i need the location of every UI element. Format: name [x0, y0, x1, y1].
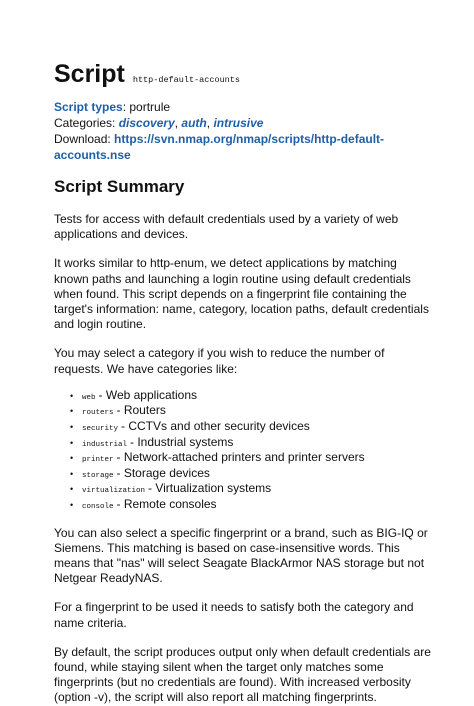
category-desc: - Storage devices	[116, 465, 210, 480]
category-code: virtualization	[82, 487, 146, 496]
list-item	[70, 451, 434, 467]
category-desc: - CCTVs and other security devices	[121, 419, 310, 434]
category-code: console	[82, 502, 114, 511]
script-types-link[interactable]: Script types	[54, 100, 123, 114]
download-link[interactable]: https://svn.nmap.org/nmap/scripts/http-default-accounts.nse	[54, 132, 385, 162]
summary-heading: Script Summary	[54, 177, 185, 196]
category-link-auth[interactable]: auth	[181, 116, 207, 130]
category-link-intrusive[interactable]: intrusive	[213, 116, 264, 130]
summary-paragraph-4: You can also select a specific fingerprint or a brand, such as BIG-IQ or Siemens. This matching is based on case-insensitive words. This means that "nas" will select Seagate BlackArmor NAS storage but not Netgear ReadyNAS.	[54, 525, 428, 586]
bullet-icon: •	[70, 468, 74, 479]
category-code: web	[82, 393, 96, 402]
summary-paragraph-6: By default, the script produces output only when default credentials are found, while staying silent when the target only matches some fingerprints (but no credentials are found). With increased verbosity (option -v), the script will also report all matching fingerprints.	[54, 644, 431, 705]
list-item	[70, 467, 434, 483]
list-item	[70, 389, 434, 405]
summary-paragraph-1: Tests for access with default credentials used by a variety of web applications and devices.	[54, 212, 399, 242]
bullet-icon: •	[70, 390, 74, 401]
list-item	[70, 404, 434, 420]
summary-paragraph-5: For a fingerprint to be used it needs to satisfy both the category and name criteria.	[54, 600, 414, 630]
bullet-icon: •	[70, 406, 74, 417]
categories-label: Categories:	[54, 116, 119, 130]
category-list	[54, 389, 434, 514]
list-item	[70, 420, 434, 436]
category-code: printer	[82, 456, 114, 465]
category-desc: - Routers	[116, 403, 166, 418]
summary-paragraph-2: It works similar to http-enum, we detect applications by matching known paths and launching a login routine using default credentials when found. This script depends on a fingerprint file containing the target's information: name, category, location paths, default credentials and login routine.	[54, 256, 429, 332]
list-item	[70, 436, 434, 452]
categories-line: Categories: discovery, auth, intrusive	[54, 116, 264, 130]
list-item	[70, 498, 434, 514]
bullet-icon: •	[70, 437, 74, 448]
list-item	[70, 482, 434, 498]
category-code: storage	[82, 471, 114, 480]
bullet-icon: •	[70, 484, 74, 495]
category-link-discovery[interactable]: discovery	[118, 116, 175, 130]
category-desc: - Remote consoles	[116, 496, 217, 511]
script-types-line	[54, 99, 434, 115]
category-desc: - Virtualization systems	[148, 481, 272, 496]
title-row	[54, 60, 434, 89]
bullet-icon: •	[70, 499, 74, 510]
download-label: Download:	[54, 132, 115, 146]
category-desc: - Industrial systems	[130, 434, 234, 449]
script-types-value: portrule	[126, 100, 171, 114]
category-code: routers	[82, 409, 114, 418]
bullet-icon: •	[70, 422, 74, 433]
script-name: http-default-accounts	[132, 75, 240, 85]
category-desc: - Network-attached printers and printer servers	[116, 450, 365, 465]
category-code: industrial	[82, 440, 128, 449]
page-title: Script	[54, 60, 125, 88]
bullet-icon: •	[70, 453, 74, 464]
summary-paragraph-3: You may select a category if you wish to reduce the number of requests. We have categories like:	[54, 346, 385, 376]
download-line	[54, 131, 434, 163]
category-code: security	[82, 425, 119, 434]
category-desc: - Web applications	[98, 387, 198, 402]
script-types-sep: :	[122, 100, 127, 114]
